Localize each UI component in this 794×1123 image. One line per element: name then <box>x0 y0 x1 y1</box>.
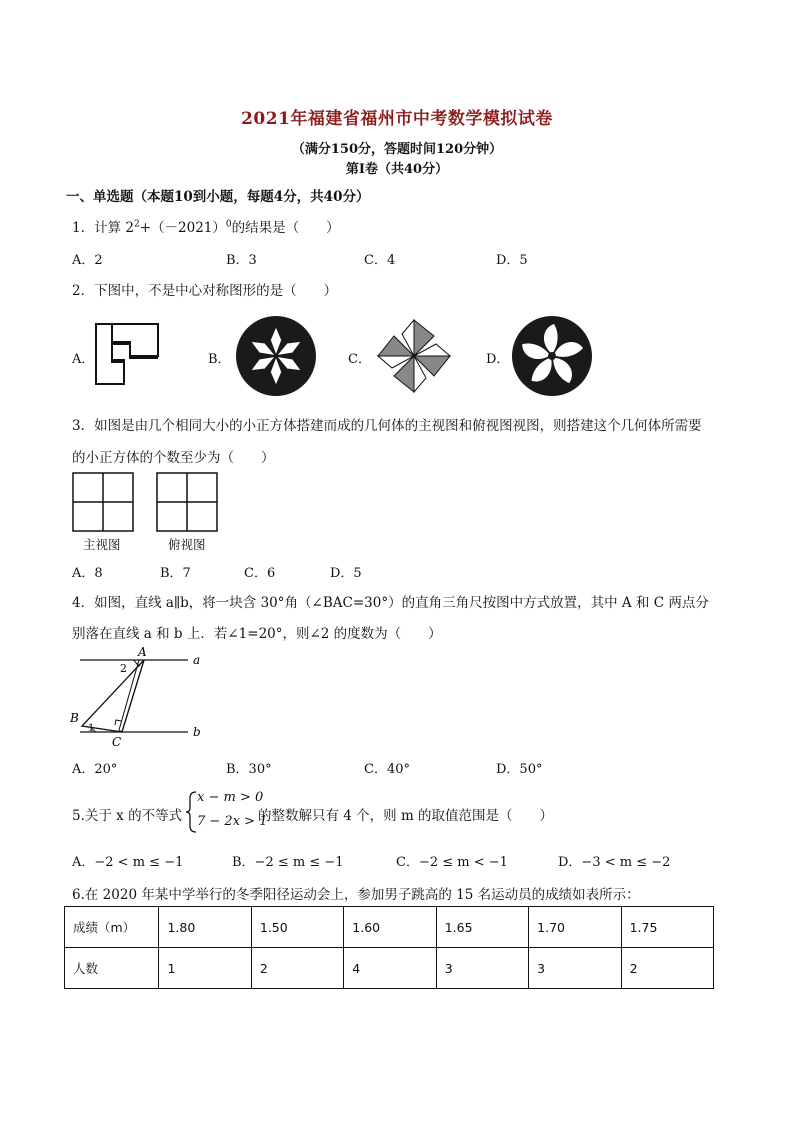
q2-option-a: A． <box>72 352 95 367</box>
q1-mid: +（－2021） <box>139 220 226 236</box>
question-4-line1: 4．如图，直线 a∥b，将一块含 30°角（∠BAC=30°）的直角三角尺按图中方式放置，其中 A 和 C 两点分 <box>72 595 709 611</box>
q1-suffix: 的结果是（ ） <box>231 220 340 236</box>
table-cell: 1.65 <box>436 907 528 948</box>
q2-option-b: B． <box>208 352 231 367</box>
q2-option-c: C． <box>348 352 371 367</box>
question-1 <box>72 216 340 236</box>
paper-title: 2021年福建省福州市中考数学模拟试卷 <box>241 109 553 129</box>
table-cell: 1.50 <box>251 907 343 948</box>
q4-label-angle2: 2 <box>120 662 127 675</box>
q5-option-a: A．−2 < m ≤ −1 <box>72 855 184 870</box>
table-cell: 4 <box>344 948 436 989</box>
q1-prefix: 1．计算 2 <box>72 220 134 236</box>
table-cell: 3 <box>436 948 528 989</box>
q3-option-b: B．7 <box>160 566 191 581</box>
question-4-line2: 别落在直线 a 和 b 上．若∠1=20°，则∠2 的度数为（ ） <box>72 626 442 642</box>
q1-option-c: C．4 <box>364 253 396 268</box>
table-cell: 2 <box>251 948 343 989</box>
q2-option-d: D． <box>486 352 510 367</box>
table-cell: 1.70 <box>529 907 621 948</box>
q5-option-d: D．−3 < m ≤ −2 <box>558 855 671 870</box>
table-cell: 成绩（m） <box>65 907 159 948</box>
table-cell: 人数 <box>65 948 159 989</box>
q1-sup2: 0 <box>225 219 232 230</box>
q5-brace-icon <box>184 790 198 834</box>
table-cell: 1.75 <box>621 907 713 948</box>
question-2: 2．下图中，不是中心对称图形的是（ ） <box>72 283 338 299</box>
table-cell: 1 <box>159 948 251 989</box>
q5-prefix: 5.关于 x 的不等式 <box>72 808 183 824</box>
table-cell: 1.80 <box>159 907 251 948</box>
scores-table <box>64 906 714 989</box>
paper-volume: 第Ⅰ卷（共40分） <box>345 162 449 177</box>
q3-option-c: C．6 <box>244 566 276 581</box>
q3-option-a: A．8 <box>72 566 103 581</box>
table-cell: 3 <box>529 948 621 989</box>
table-cell: 2 <box>621 948 713 989</box>
table-row <box>65 907 714 948</box>
q4-label-a-point: A <box>138 645 147 659</box>
q1-option-a: A．2 <box>72 253 103 268</box>
q5-inequality-2: 7 − 2x > 1 <box>197 814 268 829</box>
q4-figure <box>62 642 212 750</box>
q3-top-label: 俯视图 <box>168 537 206 552</box>
q3-top-view <box>156 472 218 532</box>
q4-label-line-a: a <box>193 653 201 667</box>
q5-inequality-1: x − m > 0 <box>197 790 264 805</box>
q3-front-label: 主视图 <box>83 537 121 552</box>
q3-option-d: D．5 <box>330 566 362 581</box>
q4-label-line-b: b <box>193 725 201 739</box>
q1-option-d: D．5 <box>496 253 528 268</box>
q4-option-d: D．50° <box>496 762 543 777</box>
q4-option-b: B．30° <box>226 762 272 777</box>
paper-subtitle: （满分150分，答题时间120分钟） <box>291 142 503 157</box>
question-3-line2: 的小正方体的个数至少为（ ） <box>72 450 275 466</box>
q5-option-b: B．−2 ≤ m ≤ −1 <box>232 855 344 870</box>
q4-option-c: C．40° <box>364 762 410 777</box>
q4-option-a: A．20° <box>72 762 118 777</box>
q4-label-c-point: C <box>112 735 122 749</box>
q4-label-b-point: B <box>70 711 79 725</box>
q1-option-b: B．3 <box>226 253 257 268</box>
q4-label-angle1: 1 <box>88 723 95 734</box>
q3-front-view <box>72 472 134 532</box>
q2-figure-a <box>94 322 160 386</box>
q2-figure-c <box>372 314 456 398</box>
table-row <box>65 948 714 989</box>
q2-figure-b <box>234 314 318 398</box>
q1-sup: 2 <box>133 219 140 230</box>
question-3-line1: 3．如图是由几个相同大小的小正方体搭建而成的几何体的主视图和俯视图视图，则搭建这个几何体所需要 <box>72 418 702 434</box>
question-6: 6.在 2020 年某中学举行的冬季阳径运动会上，参加男子跳高的 15 名运动员的成绩如表所示： <box>72 887 640 903</box>
q2-figure-d <box>510 314 594 398</box>
q5-suffix: 的整数解只有 4 个，则 m 的取值范围是（ ） <box>258 808 554 824</box>
table-cell: 1.60 <box>344 907 436 948</box>
q5-option-c: C．−2 ≤ m < −1 <box>396 855 508 870</box>
section-heading: 一、单选题（本题10到小题，每题4分，共40分） <box>66 189 370 205</box>
